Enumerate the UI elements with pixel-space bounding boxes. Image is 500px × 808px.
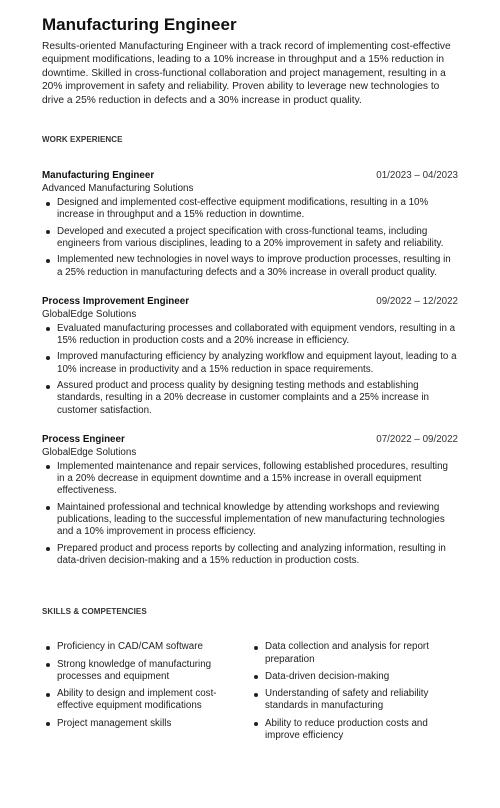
list-item: Assured product and process quality by designing testing methods and establishing standards, resulting in a 20% decrease in customer complaints and a 25% increase in customer satisfaction. — [57, 380, 458, 417]
list-item: Evaluated manufacturing processes and collaborated with equipment vendors, resulting in a 15% reduction in production costs and a 20% increase in efficiency. — [57, 323, 458, 348]
job-title: Manufacturing Engineer — [42, 170, 155, 182]
job-header — [42, 434, 458, 445]
list-item: Ability to design and implement cost-effective equipment modifications — [57, 688, 250, 713]
work-experience-section — [42, 135, 458, 567]
job-bullets — [42, 461, 458, 567]
list-item: Ability to reduce production costs and improve efficiency — [265, 718, 458, 743]
list-item: Improved manufacturing efficiency by analyzing workflow and equipment layout, leading to a 10% increase in productivity and a 15% reduction in space requirements. — [57, 351, 457, 375]
job-company: Advanced Manufacturing Solutions — [42, 183, 194, 195]
list-item: Implemented maintenance and repair services, following established procedures, resulting in a 20% decrease in equipment downtime and a 15% increase in overall equipment effectiveness. — [57, 461, 458, 498]
list-item: Implemented new technologies in novel ways to improve production processes, resulting in a 25% reduction in manufacturing defects and a 30% increase in overall product quality. — [57, 254, 458, 279]
skills-list-left — [42, 641, 250, 730]
job-company: GlobalEdge Solutions — [42, 308, 137, 320]
summary-paragraph: Results-oriented Manufacturing Engineer with a track record of implementing cost-effective equipment modifications, leading to a 10% increase in throughput and a 15% reduction in downtime. Skilled in cross-functional collaboration and project management, resulting in a 20% improvement in safety and reliability. Proven ability to leverage new technologies to drive a 25% reduction in defects and a 30% increase in product quality. — [42, 41, 451, 106]
job-bullets — [42, 197, 458, 279]
job-entry — [42, 170, 458, 279]
job-entry — [42, 434, 458, 567]
job-entry — [42, 296, 458, 417]
skills-column-right — [250, 638, 458, 747]
job-title: Process Improvement Engineer — [42, 295, 190, 307]
list-item: Developed and executed a project specification with cross-functional teams, including engineers from various disciplines, leading to a 20% improvement in safety and reliability. — [57, 226, 458, 251]
job-header — [42, 170, 458, 181]
skills-heading: SKILLS & COMPETENCIES — [42, 607, 147, 617]
list-item: Designed and implemented cost-effective equipment modifications, resulting in a 10% increase in throughput and a 15% reduction in downtime. — [57, 197, 458, 222]
job-dates: 07/2022 – 09/2022 — [376, 433, 458, 445]
job-dates: 01/2023 – 04/2023 — [376, 170, 458, 182]
work-experience-heading: WORK EXPERIENCE — [42, 135, 123, 145]
list-item: Project management skills — [57, 718, 250, 730]
skills-section — [42, 607, 458, 747]
list-item: Proficiency in CAD/CAM software — [57, 641, 250, 653]
skills-grid — [42, 638, 458, 747]
list-item: Strong knowledge of manufacturing processes and equipment — [57, 659, 250, 684]
job-company: GlobalEdge Solutions — [42, 446, 137, 458]
job-dates: 09/2022 – 12/2022 — [376, 295, 458, 307]
job-title: Process Engineer — [42, 433, 125, 445]
list-item: Understanding of safety and reliability standards in manufacturing — [265, 688, 458, 713]
job-bullets — [42, 323, 458, 417]
list-item: Data-driven decision-making — [265, 671, 458, 683]
list-item: Prepared product and process reports by collecting and analyzing information, resulting in data-driven decision-making and a 15% reduction in production costs. — [57, 543, 458, 568]
skills-column-left — [42, 638, 250, 747]
list-item: Data collection and analysis for report preparation — [265, 641, 458, 666]
skills-list-right — [250, 641, 458, 742]
resume-title: Manufacturing Engineer — [42, 15, 237, 34]
list-item: Maintained professional and technical knowledge by attending workshops and reviewing publications, leading to the successful implementation of new manufacturing technologies and a 10% improvement in process efficiency. — [57, 502, 458, 539]
job-header — [42, 296, 458, 307]
